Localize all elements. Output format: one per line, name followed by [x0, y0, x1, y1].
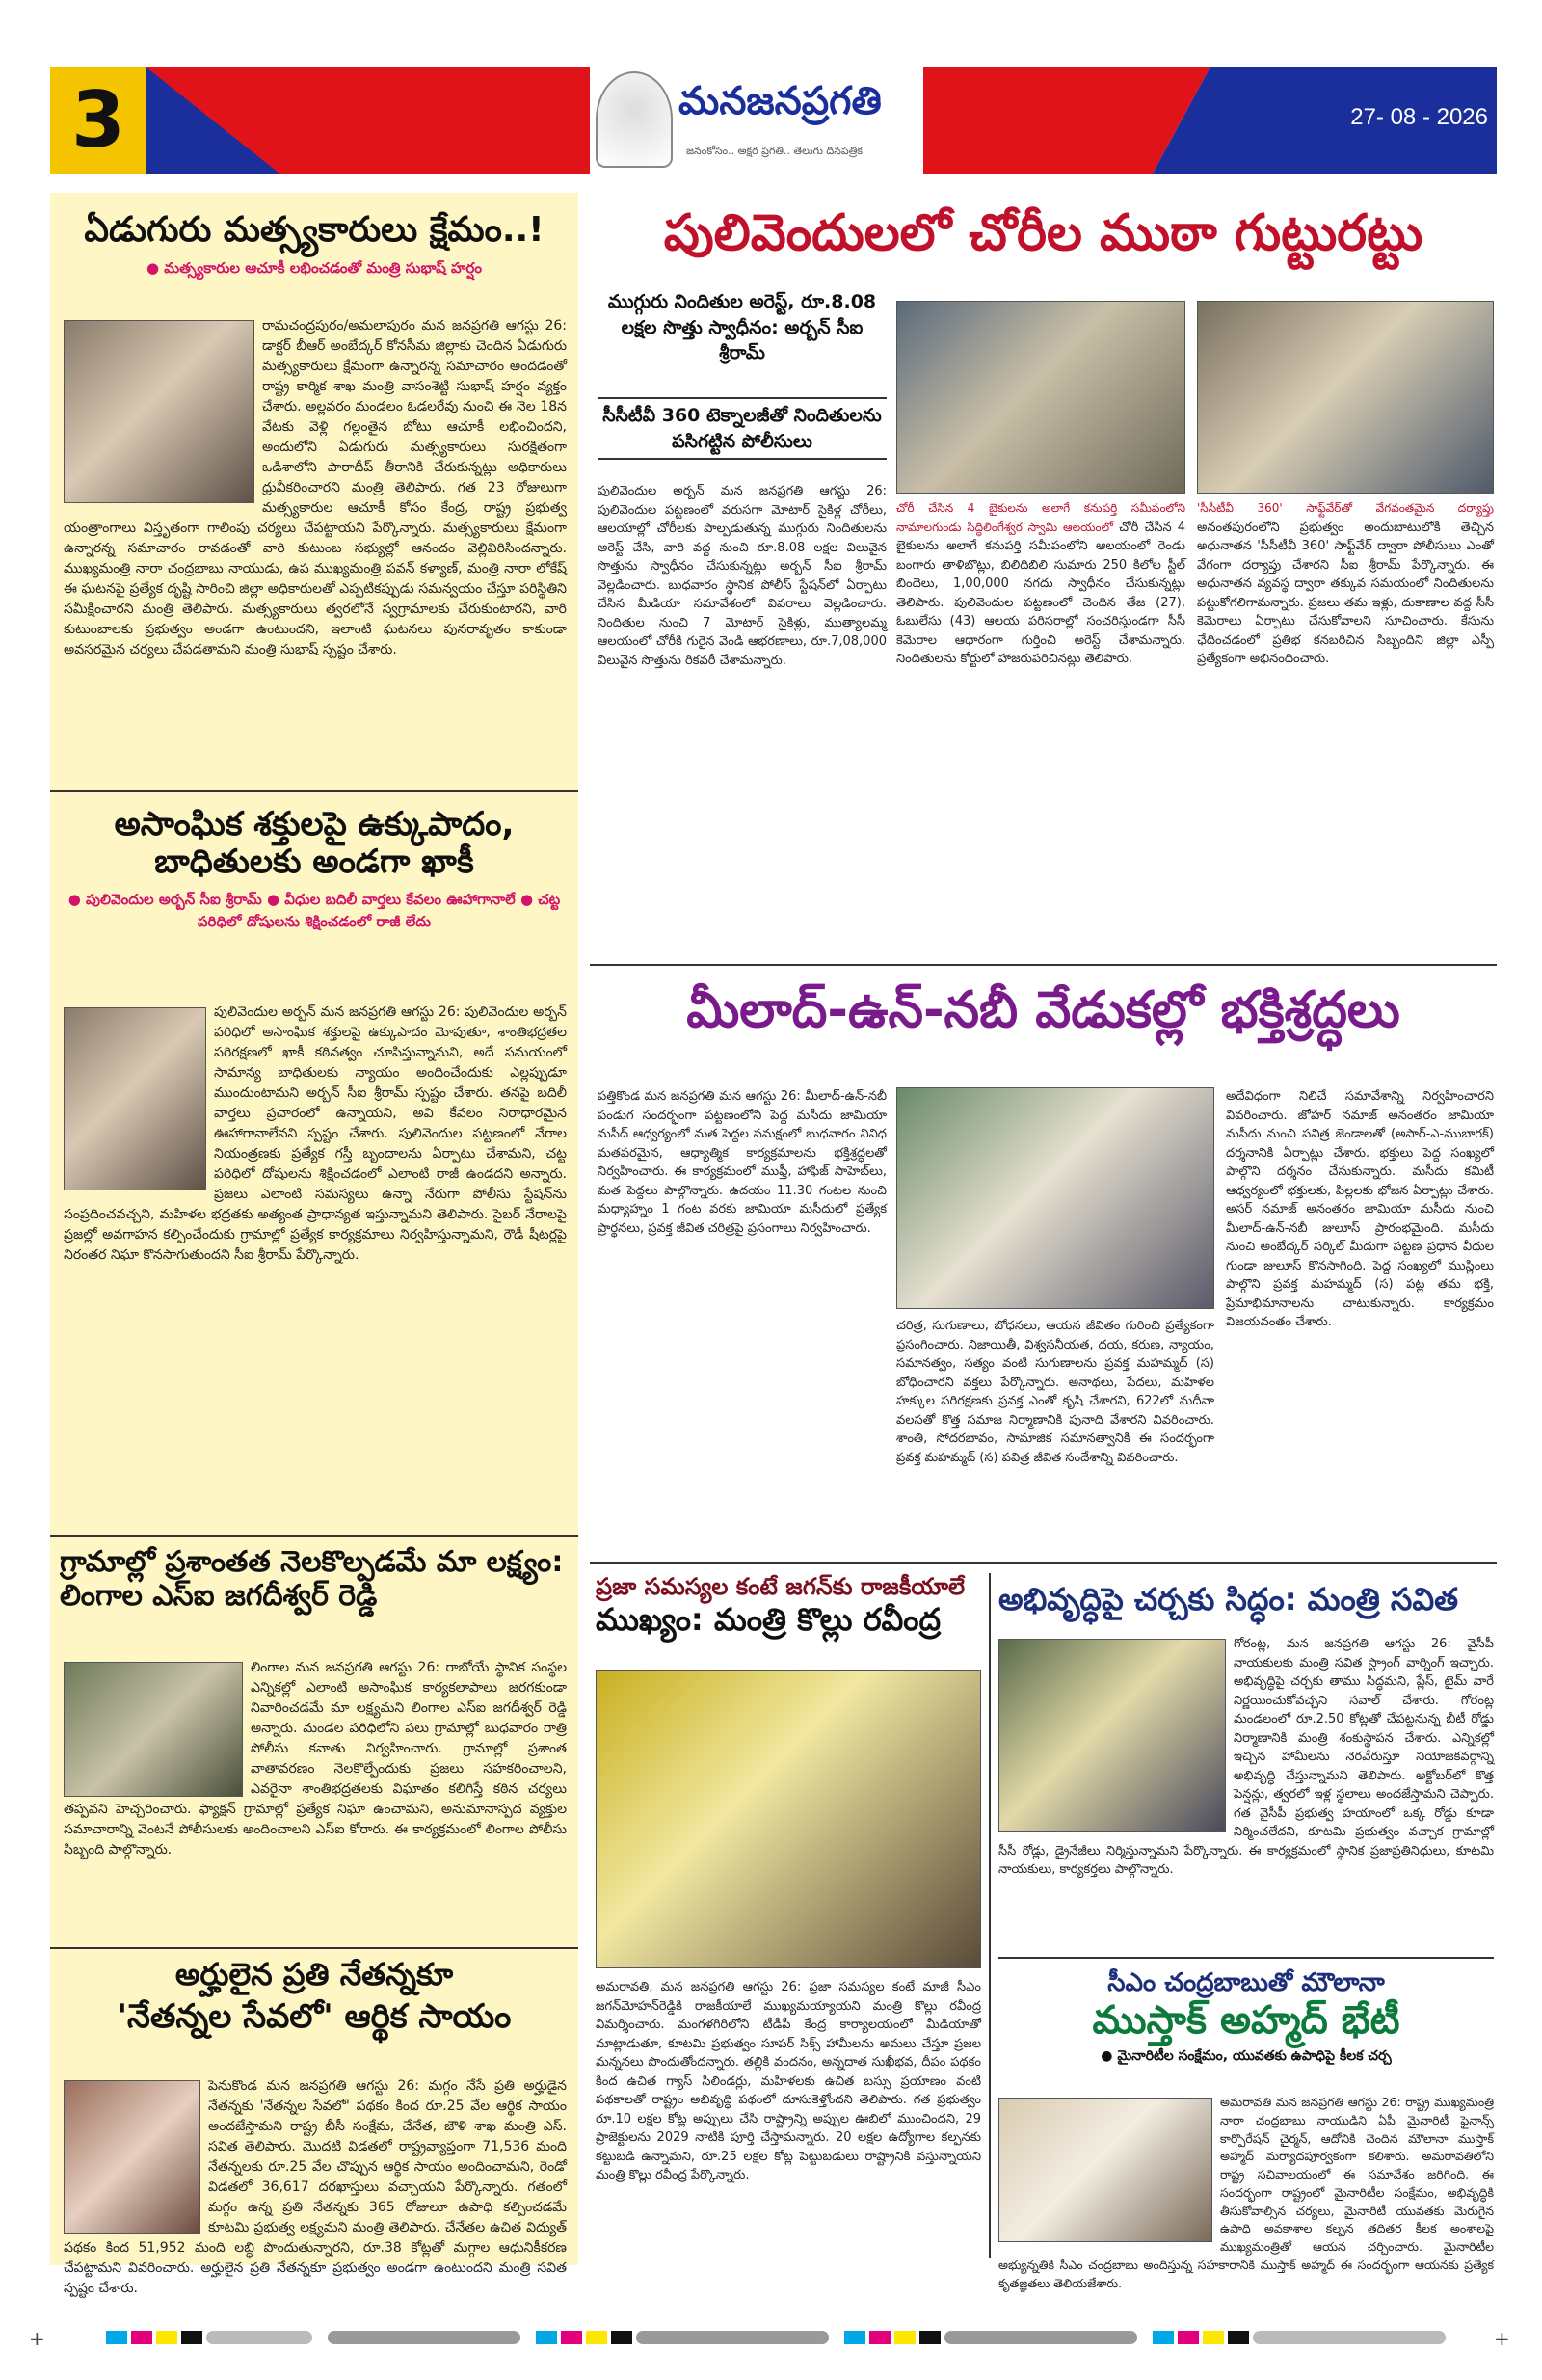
cbn-headline	[998, 1968, 1494, 2067]
registration-mark-icon: +	[29, 2327, 45, 2350]
story-body	[64, 316, 567, 779]
kollu-headline	[596, 1573, 981, 1638]
photo-spacer	[64, 316, 262, 509]
headline: ఏడుగురు మత్స్యకారులు క్షేమం..!	[84, 210, 545, 250]
divider	[50, 1947, 578, 1949]
savitha-body	[998, 1635, 1494, 1947]
divider	[590, 964, 1497, 966]
story-text: అనంతపురంలోని ప్రభుత్వం అందుబాటులోకి తెచ్చిన అధునాతన 'సీసీటీవీ 360' సాఫ్ట్‌వేర్ ద్వారా పోలీసులు ఎంతో వేగంగా దర్యాప్తు చేశారని సీఐ శ్రీరామ్ పేర్కొన్నారు. ఈ అధునాతన వ్యవస్థ ద్వారా తక్కువ సమయంలో నిందితులను పట్టుకోగలిగామన్నారు. ప్రజలు తమ ఇళ్లు, దుకాణాల వద్ద సీసీ కెమెరాలు ఏర్పాటు చేసుకోవాలని సూచించారు. కేసును ఛేదించడంలో ప్రతిభ కనబరిచిన సిబ్బందిని జిల్లా ఎస్పీ ప్రత్యేకంగా అభినందించారు.	[1197, 520, 1494, 666]
magenta-swatch	[1178, 2331, 1199, 2344]
black-swatch	[919, 2331, 941, 2344]
divider	[998, 1957, 1494, 1959]
lead-body-col1: పులివెందుల అర్బన్ మన జనప్రగతి ఆగస్టు 26: పులివెందుల పట్టణంలో వరుసగా మోటార్ సైకిళ్ల చోరీలు, ఆలయాల్లో చోరీలకు పాల్పడుతున్న ముగ్గురు నిందితులను అరెస్ట్ చేసి, వారి వద్ద నుంచి రూ.8.08 లక్షల విలువైన సొత్తును స్వాధీనం చేసుకున్నట్లు అర్బన్ సీఐ శ్రీరామ్ వెల్లడించారు. బుధవారం స్థానిక పోలీస్ స్టేషన్‌లో ఏర్పాటు చేసిన మీడియా సమావేశంలో వివరాలు వెల్లడించారు. నిందితుల నుంచి 7 మోటార్ సైకిళ్లు, ముత్యాలమ్మ ఆలయంలో చోరీకి గురైన వెండి ఆభరణాలు, రూ.7,08,000 విలువైన సొత్తును రికవరీ చేశామన్నారు.	[598, 484, 887, 668]
story-text: లింగాల మన జనప్రగతి ఆగస్టు 26: రాబోయే స్థానిక సంస్థల ఎన్నికల్లో ఎలాంటి అసాంఘిక కార్యకలాపాలు జరగకుండా నివారించడమే మా లక్ష్యమని లింగాల ఎస్ఐ జగదీశ్వర్ రెడ్డి అన్నారు. మండల పరిధిలోని పలు గ్రామాల్లో బుధవారం రాత్రి పోలీసు కవాతు నిర్వహించారు. గ్రామాల్లో ప్రశాంత వాతావరణం నెలకొల్పేందుకు ప్రజలు సహకరించాలని, ఎవరైనా శాంతిభద్రతలకు విఘాతం కలిగిస్తే కఠిన చర్యలు తప్పవని హెచ్చరించారు. ఫ్యాక్షన్ గ్రామాల్లో ప్రత్యేక నిఘా ఉంచామని, అనుమానాస్పద వ్యక్తుల సమాచారాన్ని వెంటనే పోలీసులకు అందించాలని ఎస్ఐ కోరారు. ఈ కార్యక్రమంలో లింగాల పోలీసు సిబ్బంది పాల్గొన్నారు.	[64, 1660, 567, 1858]
photo-spacer	[64, 1658, 251, 1799]
story-text: రామచంద్రపురం/అమలాపురం మన జనప్రగతి ఆగస్టు 26: డాక్టర్ బీఆర్ అంబేద్కర్ కోనసీమ జిల్లాకు చెందిన ఏడుగురు మత్స్యకారులు క్షేమంగా ఉన్నారన్న సమాచారం అందడంతో రాష్ట్ర కార్మిక శాఖ మంత్రి వాసంశెట్టి సుభాష్ హర్షం వ్యక్తం చేశారు. అల్లవరం మండలం ఓడలరేవు నుంచి ఈ నెల 18న వేటకు వెళ్లి గల్లంతైన బోటు ఆచూకీ లభించిందని, అందులోని ఏడుగురు మత్స్యకారులు సురక్షితంగా ఒడిశాలోని పారాదీప్ తీరానికి చేరుకున్నట్లు అధికారులు ధ్రువీకరించారని మంత్రి తెలిపారు. గత 23 రోజులుగా మత్స్యకారుల ఆచూకీ కోసం కేంద్ర, రాష్ట్ర ప్రభుత్వ యంత్రాంగాలు విస్తృతంగా గాలింపు చర్యలు చేపట్టాయని పేర్కొన్నారు. మత్స్యకారులు క్షేమంగా ఉన్నారన్న సమాచారం రావడంతో వారి కుటుంబ సభ్యుల్లో ఆనందం వెల్లివిరిసిందన్నారు. ముఖ్యమంత్రి నారా చంద్రబాబు నాయుడు, ఉప ముఖ్యమంత్రి పవన్ కళ్యాణ్, మంత్రి నారా లోకేష్ ఈ ఘటనపై ప్రత్యేక దృష్టి సారించి జిల్లా అధికారులతో ఎప్పటికప్పుడు సమన్వయం చేస్తూ పరిస్థితిని సమీక్షించారని మంత్రి తెలిపారు. మత్స్యకారులు త్వరలోనే స్వగ్రామాలకు చేరుకుంటారని, వారి కుటుంబాలకు ప్రభుత్వం అండగా ఉంటుందని, ఇలాంటి ఘటనలు పునరావృతం కాకుండా అవసరమైన చర్యలు చేపడతామని మంత్రి సుభాష్ స్పష్టం చేశారు.	[64, 318, 567, 657]
story-lingala-si	[50, 1546, 578, 1613]
story-body	[64, 1003, 567, 1523]
minister-kollu-photo	[596, 1670, 981, 1968]
cbn-body	[998, 2094, 1494, 2290]
divider	[50, 1535, 578, 1537]
magenta-swatch	[869, 2331, 891, 2344]
photo-spacer	[998, 2094, 1220, 2244]
headline-line1: సీఎం చంద్రబాబుతో మౌలానా	[1107, 1968, 1385, 1997]
headline-line2: 'నేతన్నల సేవలో' ఆర్థిక సాయం	[117, 1996, 512, 2036]
divider	[50, 790, 578, 792]
lead-deck: ముగ్గురు నిందితుల అరెస్ట్, రూ.8.08 లక్షల సొత్తు స్వాధీనం: అర్బన్ సీఐ శ్రీరామ్	[607, 291, 877, 364]
yellow-swatch	[586, 2331, 607, 2344]
story-text: చోరీ చేసిన 4 బైకులను అలాగే కనుపర్తి సమీపంలోని ఆలయంలో రెండు బంగారు తాళిబొట్లు, బిలిదిబిలి సుమారు 250 కిలోల స్టీల్ బిందెలు, 1,00,000 నగదు స్వాధీనం చేసుకున్నట్లు తెలిపారు. పులివెందుల పట్టణంలో చెందిన తేజ (27), ఓబులేసు (43) ఆలయ పరిసరాల్లో సంచరిస్తుండగా సీసీ కెమెరాల ఆధారంగా గుర్తించి అరెస్ట్ చేశామన్నారు. నిందితులను కోర్టులో హాజరుపరిచినట్లు తెలిపారు.	[896, 520, 1185, 666]
photo-spacer	[64, 1003, 214, 1193]
story-text: పులివెందుల అర్బన్ మన జనప్రగతి ఆగస్టు 26: పులివెందుల అర్బన్ పరిధిలో అసాంఘిక శక్తులపై ఉక్కుపాదం మోపుతూ, శాంతిభద్రతల పరిరక్షణలో ఖాకీ కఠినత్వం చూపిస్తున్నామని, అదే సమయంలో సామాన్య బాధితులకు న్యాయం అందించేందుకు ఎల్లప్పుడూ ముందుంటామని అర్బన్ సీఐ శ్రీరామ్ స్పష్టం చేశారు. తనపై బదిలీ వార్తలు ప్రచారంలో ఉన్నాయని, అవి కేవలం నిరాధారమైన ఊహాగానాలేనని స్పష్టం చేశారు. పులివెందుల పట్టణంలో నేరాల నియంత్రణకు ప్రత్యేక గస్తీ బృందాలను ఏర్పాటు చేశామని, చట్ట పరిధిలో దోషులను శిక్షించడంలో ఎలాంటి రాజీ ఉండదని అన్నారు. ప్రజలు ఎలాంటి సమస్యలు ఉన్నా నేరుగా పోలీసు స్టేషన్‌ను సంప్రదించవచ్చని, మహిళల భద్రతకు అత్యంత ప్రాధాన్యత ఇస్తున్నామని తెలిపారు. సైబర్ నేరాలపై ప్రజల్లో అవగాహన కల్పించేందుకు గ్రామాల్లో ప్రత్యేక కార్యక్రమాలు నిర్వహిస్తున్నామని, రౌడీ షీటర్లపై నిరంతర నిఘా కొనసాగుతుందని సీఐ శ్రీరామ్ పేర్కొన్నారు.	[64, 1004, 567, 1263]
kollu-body: అమరావతి, మన జనప్రగతి ఆగస్టు 26: ప్రజా సమస్యల కంటే మాజీ సీఎం జగన్‌మోహన్‌రెడ్డికి రాజకీయాలే ముఖ్యమయ్యాయని మంత్రి కొల్లు రవీంద్ర విమర్శించారు. మంగళగిరిలోని టీడీపీ కేంద్ర కార్యాలయంలో మీడియాతో మాట్లాడుతూ, కూటమి ప్రభుత్వం సూపర్ సిక్స్ హామీలను అమలు చేస్తూ ప్రజల మన్ననలు పొందుతోందన్నారు. తల్లికి వందనం, అన్నదాత సుఖీభవ, దీపం పథకం కింద ఉచిత గ్యాస్ సిలిండర్లు, మహిళలకు ఉచిత బస్సు ప్రయాణం వంటి పథకాలతో రాష్ట్రం అభివృద్ధి పథంలో దూసుకెళ్తోందని తెలిపారు. గత ప్రభుత్వం రూ.10 లక్షల కోట్ల అప్పులు చేసి రాష్ట్రాన్ని అప్పుల ఊబిలో ముంచిందని, 29 ప్రాజెక్టులను 2029 నాటికి పూర్తి చేస్తామన్నారు. 20 లక్షల ఉద్యోగాల కల్పనకు కట్టుబడి ఉన్నామని, రూ.25 లక్షల కోట్ల పెట్టుబడులు రాష్ట్రానికి వస్తున్నాయని మంత్రి కొల్లు రవీంద్ర పేర్కొన్నారు.	[596, 1980, 981, 2182]
left-column	[50, 193, 578, 2296]
headline-line2: ముఖ్యం: మంత్రి కొల్లు రవీంద్ర	[596, 1600, 942, 1638]
headline-line1: అర్హులైన ప్రతి నేతన్నకూ	[174, 1956, 454, 1992]
headline: అసాంఘిక శక్తులపై ఉక్కుపాదం, బాధితులకు అండగా ఖాకీ	[114, 805, 515, 882]
print-registration-strip	[0, 2323, 1542, 2352]
headline-line2: ముస్తాక్ అహ్మద్ భేటీ	[1092, 1998, 1400, 2044]
gray-bar	[206, 2331, 312, 2344]
milad-procession-photo	[896, 1087, 1214, 1309]
photo-caption: చోరీ చేసిన 4 బైకులను అలాగే కనుపర్తి సమీపంలోని నామాలగుండు సిద్ధిలింగేశ్వర స్వామి ఆలయంలో	[896, 501, 1185, 534]
lead-headline: పులివెందులలో చోరీల ముఠా గుట్టురట్టు	[663, 204, 1423, 262]
registration-mark-icon: +	[1494, 2327, 1510, 2350]
accused-photo	[896, 301, 1185, 494]
story-ci-sriram	[50, 806, 578, 932]
story-body	[64, 1658, 567, 1938]
magenta-swatch	[131, 2331, 152, 2344]
gray-bar	[636, 2331, 829, 2344]
photo-spacer	[998, 1635, 1234, 1835]
milad-headline: మీలాద్-ఉన్-నబీ వేడుకల్లో భక్తిశ్రద్ధలు	[686, 981, 1400, 1039]
lead-body-col3	[1197, 499, 1494, 954]
divider	[590, 1562, 1497, 1564]
gray-bar	[328, 2331, 520, 2344]
magenta-swatch	[561, 2331, 582, 2344]
paper-name: మనజనప్రగతి	[678, 79, 882, 123]
police-team-photo	[1197, 301, 1494, 494]
story-text: పెనుకొండ మన జనప్రగతి ఆగస్టు 26: మగ్గం నేసే ప్రతి అర్హుడైన నేతన్నకు 'నేతన్నల సేవలో' పథకం కింద రూ.25 వేల ఆర్థిక సాయం అందజేస్తామని రాష్ట్ర బీసీ సంక్షేమ, చేనేత, జౌళి శాఖ మంత్రి ఎస్. సవిత తెలిపారు. మొదటి విడతలో రాష్ట్రవ్యాప్తంగా 71,536 మంది నేతన్నలకు రూ.25 వేల చొప్పున ఆర్థిక సాయం అందించామని, రెండో విడతలో 36,617 దరఖాస్తులు వచ్చాయని పేర్కొన్నారు. గతంలో మగ్గం ఉన్న ప్రతి నేతన్నకు 365 రోజులూ ఉపాధి కల్పించడమే కూటమి ప్రభుత్వ లక్ష్యమని మంత్రి తెలిపారు. చేనేతల ఉచిత విద్యుత్ పథకం కింద 51,952 మంది లబ్ధి పొందుతున్నారని, రూ.38 కోట్లతో మగ్గాల ఆధునికీకరణ చేపట్టామని వివరించారు. అర్హులైన ప్రతి నేతన్నకూ ప్రభుత్వం అండగా ఉంటుందని మంత్రి సవిత స్పష్టం చేశారు.	[64, 2078, 567, 2296]
story-fishermen	[50, 210, 578, 280]
logo-emblem-icon	[596, 71, 673, 168]
lead-body-col2	[896, 499, 1185, 954]
right-area	[590, 193, 1497, 2290]
cyan-swatch	[1153, 2331, 1174, 2344]
yellow-swatch	[156, 2331, 177, 2344]
headline: గ్రామాల్లో ప్రశాంతత నెలకొల్పడమే మా లక్ష్యం: లింగాల ఎస్ఐ జగదీశ్వర్ రెడ్డి	[60, 1545, 564, 1613]
newspaper-logo	[590, 67, 923, 174]
headline-line1: ప్రజా సమస్యల కంటే జగన్‌కు రాజకీయాలే	[596, 1573, 966, 1600]
black-swatch	[611, 2331, 632, 2344]
milad-body-col1: పత్తికొండ మన జనప్రగతి మన ఆగస్టు 26: మీలాద్-ఉన్-నబీ పండుగ సందర్భంగా పట్టణంలోని పెద్ద మసీదు జామియా మసీద్ ఆధ్వర్యంలో మత పెద్దల సమక్షంలో బుధవారం వివిధ మతపరమైన, ఆధ్యాత్మిక కార్యక్రమాలను భక్తిశ్రద్ధలతో నిర్వహించారు. ఈ కార్యక్రమంలో ముఫ్తీ, హాఫిజ్ సాహెబ్‌లు, మత పెద్దలు పాల్గొన్నారు. ఉదయం 11.30 గంటల నుంచి మధ్యాహ్నం 1 గంట వరకు జామియా మసీదులో ప్రత్యేక ప్రార్థనలు, ప్రవక్త జీవిత చరిత్రపై ప్రసంగాలు నిర్వహించారు.	[598, 1089, 887, 1236]
lead-deck-2: సీసీటీవీ 360 టెక్నాలజీతో నిందితులను పసిగట్టిన పోలీసులు	[598, 397, 887, 460]
paper-tagline: జనంకోసం.. అక్షర ప్రగతి.. తెలుగు దినపత్రిక	[686, 145, 864, 157]
savitha-headline: అభివృద్ధిపై చర్చకు సిద్ధం: మంత్రి సవిత	[998, 1581, 1459, 1618]
story-body	[64, 2076, 567, 2296]
photo-spacer	[64, 2076, 208, 2236]
subheadline: ● మైనారిటీల సంక్షేమం, యువతకు ఉపాధిపై కీలక చర్చ	[1101, 2048, 1392, 2065]
cyan-swatch	[844, 2331, 865, 2344]
story-text: అమరావతి మన జనప్రగతి ఆగస్టు 26: రాష్ట్ర ముఖ్యమంత్రి నారా చంద్రబాబు నాయుడిని ఏపీ మైనారిటీ ఫైనాన్స్ కార్పొరేషన్ చైర్మన్, ఆదోనికి చెందిన మౌలానా ముస్తాక్ అహ్మద్ మర్యాదపూర్వకంగా కలిశారు. అమరావతిలోని రాష్ట్ర సచివాలయంలో ఈ సమావేశం జరిగింది. ఈ సందర్భంగా రాష్ట్రంలో మైనారిటీల సంక్షేమం, అభివృద్ధికి తీసుకోవాల్సిన చర్యలు, మైనారిటీ యువతకు మెరుగైన ఉపాధి అవకాశాల కల్పన తదితర కీలక అంశాలపై ముఖ్యమంత్రితో ఆయన చర్చించారు. మైనారిటీల అభ్యున్నతికి సీఎం చంద్రబాబు అందిస్తున్న సహకారానికి ముస్తాక్ అహ్మద్ ఈ సందర్భంగా ఆయనకు ప్రత్యేక కృతజ్ఞతలు తెలియజేశారు.	[998, 2095, 1494, 2290]
story-text: గోరంట్ల, మన జనప్రగతి ఆగస్టు 26: వైసీపీ నాయకులకు మంత్రి సవిత స్ట్రాంగ్ వార్నింగ్ ఇచ్చారు. అభివృద్ధిపై చర్చకు తాము సిద్ధమని, ప్లేస్, టైమ్ వారే నిర్ణయించుకోవచ్చని సవాల్ చేశారు. గోరంట్ల మండలంలో రూ.2.50 కోట్లతో చేపట్టనున్న బీటీ రోడ్డు నిర్మాణానికి మంత్రి శంకుస్థాపన చేశారు. ఎన్నికల్లో ఇచ్చిన హామీలను నెరవేరుస్తూ నియోజకవర్గాన్ని అభివృద్ధి చేస్తున్నామని తెలిపారు. అక్టోబర్‌లో కొత్త పెన్షన్లు, త్వరలో ఇళ్ల స్థలాలు అందజేస్తామని చెప్పారు. గత వైసీపీ ప్రభుత్వ హయాంలో ఒక్క రోడ్డు కూడా నిర్మించలేదని, కూటమి ప్రభుత్వం వచ్చాక గ్రామాల్లో సీసీ రోడ్లు, డ్రైనేజీలు నిర్మిస్తున్నామని పేర్కొన్నారు. ఈ కార్యక్రమంలో స్థానిక ప్రజాప్రతినిధులు, కూటమి నాయకులు, కార్యకర్తలు పాల్గొన్నారు.	[998, 1637, 1494, 1877]
black-swatch	[181, 2331, 202, 2344]
photo-caption-2: 'సీసీటీవీ 360' సాఫ్ట్‌వేర్‌తో వేగవంతమైన దర్యాప్తు	[1197, 501, 1494, 515]
yellow-swatch	[894, 2331, 916, 2344]
gray-bar	[1253, 2331, 1446, 2344]
subheadline: ● మత్స్యకారుల ఆచూకీ లభించడంతో మంత్రి సుభాష్ హర్షం	[146, 259, 482, 278]
yellow-swatch	[1203, 2331, 1224, 2344]
issue-date: 27- 08 - 2026	[1350, 104, 1488, 130]
milad-body-col3: అదేవిధంగా నిలిచే సమావేశాన్ని నిర్వహించారని వివరించారు. జోహర్ నమాజ్ అనంతరం జామియా మసీదు నుంచి పవిత్ర జెండాలతో (అసార్-ఎ-ముబారక్) దర్శనానికి ఏర్పాట్లు చేశారు. భక్తులు పెద్ద సంఖ్యలో పాల్గొని దర్శనం చేసుకున్నారు. మసీదు కమిటీ ఆధ్వర్యంలో భక్తులకు, పిల్లలకు భోజన ఏర్పాట్లు చేశారు. అసర్ నమాజ్ అనంతరం జామియా మసీదు నుంచి మీలాద్-ఉన్-నబీ జులూస్ ప్రారంభమైంది. మసీదు నుంచి అంబేద్కర్ సర్కిల్ మీదుగా పట్టణ ప్రధాన వీధుల గుండా జులూస్ కొనసాగింది. పెద్ద సంఖ్యలో ముస్లింలు పాల్గొని ప్రవక్త మహమ్మద్ (స) పట్ల తమ భక్తి, ప్రేమాభిమానాలను చాటుకున్నారు. కార్యక్రమం విజయవంతం చేశారు.	[1226, 1089, 1494, 1329]
masthead	[0, 0, 1542, 193]
subheadline: ● పులివెందుల అర్బన్ సీఐ శ్రీరామ్ ● వీధుల బదిలీ వార్తలు కేవలం ఊహాగానాలే ● చట్ట పరిధిలో దోషులను శిక్షించడంలో రాజీ లేదు	[67, 891, 561, 930]
milad-body-col2: చరిత్ర, సుగుణాలు, బోధనలు, ఆయన జీవితం గురించి ప్రత్యేకంగా ప్రసంగించారు. నిజాయితీ, విశ్వసనీయత, దయ, కరుణ, న్యాయం, సమానత్వం, సత్యం వంటి సుగుణాలను ప్రవక్త మహమ్మద్ (స) బోధించారని వక్తలు పేర్కొన్నారు. అనాథలు, పేదలు, మహిళల హక్కుల పరిరక్షణకు ప్రవక్త ఎంతో కృషి చేశారని, 622లో మదీనా వలసతో కొత్త సమాజ నిర్మాణానికి పునాది వేశారని వివరించారు. శాంతి, సోదరభావం, సామాజిక సమానత్వానికి ఈ సందర్భంగా ప్రవక్త మహమ్మద్ (స) పవిత్ర జీవిత సందేశాన్ని వివరించారు.	[896, 1319, 1214, 1465]
cyan-swatch	[106, 2331, 127, 2344]
story-handloom	[50, 1957, 578, 2036]
black-swatch	[1228, 2331, 1249, 2344]
gray-bar	[944, 2331, 1137, 2344]
column-divider	[989, 1573, 991, 2258]
cyan-swatch	[536, 2331, 557, 2344]
page-number: 3	[50, 67, 146, 174]
